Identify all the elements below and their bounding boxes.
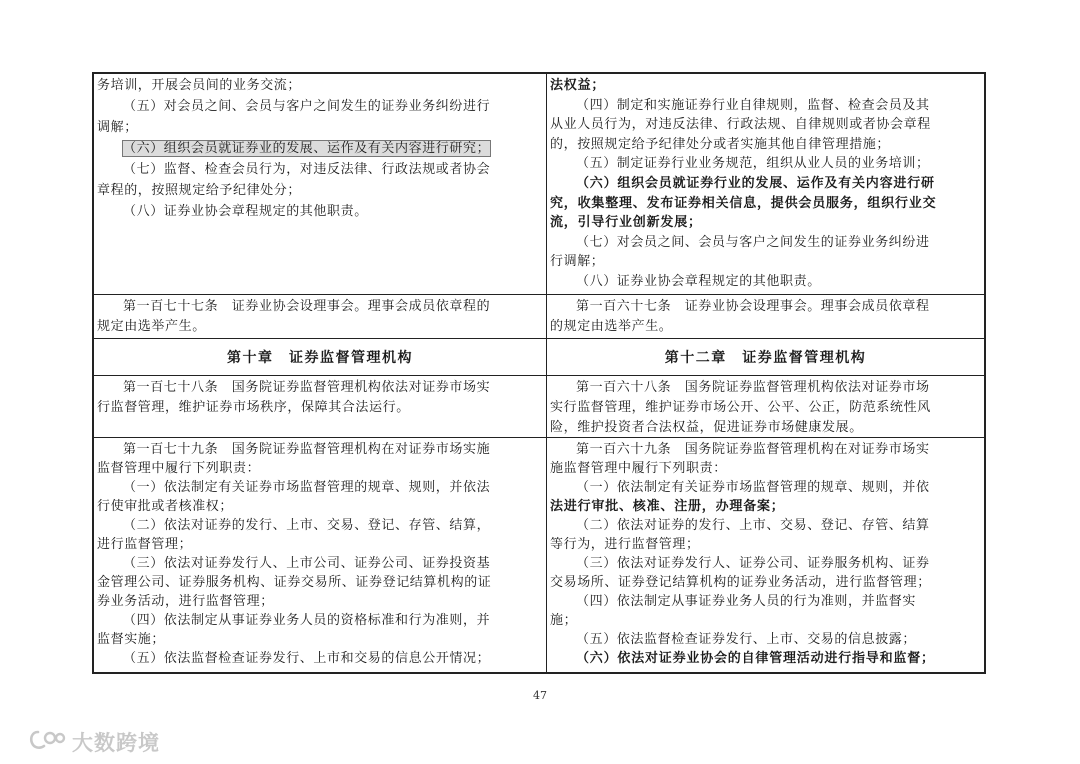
left-cell xyxy=(94,74,547,294)
page-number: 47 xyxy=(533,689,547,702)
watermark xyxy=(28,726,160,758)
text-line: 行调解； xyxy=(550,254,605,270)
left-cell xyxy=(94,376,547,437)
table-row xyxy=(94,339,984,376)
text-line: 第一百六十九条 国务院证券监督管理机构在对证券市场实 xyxy=(576,442,930,457)
text-line: （三）依法对证券发行人、上市公司、证券公司、证券投资基 xyxy=(123,556,491,571)
text-line: 的规定由选举产生。 xyxy=(550,319,673,334)
text-line: 施； xyxy=(550,613,578,628)
text-line: 法进行审批、核准、注册，办理备案； xyxy=(550,499,785,514)
text-line: 规定由选举产生。 xyxy=(97,319,206,334)
text-line xyxy=(97,138,569,159)
text-line: （六）依法对证券业协会的自律管理活动进行指导和监督； xyxy=(576,651,935,666)
comparison-table xyxy=(92,72,986,674)
text-line: 第一百七十九条 国务院证券监督管理机构在对证券市场实施 xyxy=(123,442,491,457)
text-line: 行使审批或者核准权； xyxy=(97,499,234,514)
text-line: 第一百七十八条 国务院证券监督管理机构依法对证券市场实 xyxy=(123,380,491,395)
right-cell xyxy=(547,339,984,375)
text-line: 调解； xyxy=(97,120,138,135)
text-line: （二）依法对证券的发行、上市、交易、登记、存管、结算， xyxy=(123,518,491,533)
highlight-mark: （六）组织会员就证券业的发展、运作及有关内容进行研究； xyxy=(123,141,491,156)
table-row xyxy=(94,295,984,339)
watermark-text: 大数跨境 xyxy=(72,731,160,755)
text-line: （七）监督、检查会员行为，对违反法律、行政法规或者协会 xyxy=(123,162,491,177)
text-line: （一）依法制定有关证券市场监督管理的规章、规则，并依 xyxy=(576,480,930,495)
text-line: 监督管理中履行下列职责： xyxy=(97,461,261,476)
text-line: 究，收集整理、发布证券相关信息，提供会员服务，组织行业交 xyxy=(550,195,937,211)
table-row xyxy=(94,438,984,672)
table-row xyxy=(94,74,984,295)
left-cell xyxy=(94,438,547,672)
right-cell xyxy=(547,438,984,672)
logo-icon xyxy=(28,726,66,758)
text-line: 的，按照规定给予纪律处分或者实施其他自律管理措施； xyxy=(550,136,891,152)
text-line: （五）制定证券行业业务规范，组织从业人员的业务培训； xyxy=(576,156,930,172)
text-line: 流，引导行业创新发展； xyxy=(550,215,702,231)
text-line: 等行为，进行监督管理； xyxy=(550,537,700,552)
text-line: （三）依法对证券发行人、证券公司、证券服务机构、证券 xyxy=(576,556,930,571)
chapter-heading: 第十章 证券监督管理机构 xyxy=(227,350,413,366)
text-line: （四）依法制定从事证券业务人员的行为准则，并监督实 xyxy=(576,594,917,609)
text-line: （五）依法监督检查证券发行、上市、交易的信息披露； xyxy=(576,632,917,647)
text-line: 金管理公司、证券服务机构、证券交易所、证券登记结算机构的证 xyxy=(97,575,492,590)
text-line: 第一百六十八条 国务院证券监督管理机构依法对证券市场 xyxy=(576,380,930,395)
text-line: 第一百六十七条 证券业协会设理事会。理事会成员依章程 xyxy=(576,299,930,314)
right-cell xyxy=(547,295,984,338)
text-line: 券业务活动，进行监督管理； xyxy=(97,594,274,609)
text-line: 险，维护投资者合法权益，促进证券市场健康发展。 xyxy=(550,420,863,435)
text-line: 进行监督管理； xyxy=(97,537,193,552)
text-line: （八）证券业协会章程规定的其他职责。 xyxy=(576,274,821,289)
right-cell xyxy=(547,376,984,437)
text-line: （五）对会员之间、会员与客户之间发生的证券业务纠纷进行 xyxy=(123,99,491,114)
right-cell xyxy=(547,74,984,294)
text-line: （七）对会员之间、会员与客户之间发生的证券业务纠纷进 xyxy=(576,234,930,250)
chapter-heading: 第十二章 证券监督管理机构 xyxy=(664,350,867,366)
text-line: （四）制定和实施证券行业自律规则，监督、检查会员及其 xyxy=(576,97,930,113)
text-line: 行监督管理，维护证券市场秩序，保障其合法运行。 xyxy=(97,400,410,415)
text-line: 法权益； xyxy=(550,78,606,93)
text-line: （四）依法制定从事证券业务人员的资格标准和行为准则，并 xyxy=(123,613,491,628)
table-row xyxy=(94,376,984,438)
text-line: （五）依法监督检查证券发行、上市和交易的信息公开情况； xyxy=(123,651,491,666)
text-line: 务培训，开展会员间的业务交流； xyxy=(97,78,302,93)
text-line: （八）证券业协会章程规定的其他职责。 xyxy=(123,204,368,219)
text-line: （二）依法对证券的发行、上市、交易、登记、存管、结算 xyxy=(576,518,930,533)
text-line: 从业人员行为，对违反法律、行政法规、自律规则或者协会章程 xyxy=(550,117,931,133)
text-line: 监督实施； xyxy=(97,632,166,647)
text-line: 第一百七十七条 证券业协会设理事会。理事会成员依章程的 xyxy=(123,299,491,314)
left-cell xyxy=(94,295,547,338)
text-line: 实行监督管理，维护证券市场公开、公平、公正，防范系统性风 xyxy=(550,400,931,415)
text-line: 章程的，按照规定给予纪律处分； xyxy=(97,183,302,198)
text-line: （一）依法制定有关证券市场监督管理的规章、规则，并依法 xyxy=(123,480,491,495)
text-line: 交易场所、证券登记结算机构的证券业务活动，进行监督管理； xyxy=(550,575,931,590)
left-cell xyxy=(94,339,547,375)
text-line: （六）组织会员就证券行业的发展、运作及有关内容进行研 xyxy=(576,176,935,191)
text-line: 施监督管理中履行下列职责： xyxy=(550,461,727,476)
